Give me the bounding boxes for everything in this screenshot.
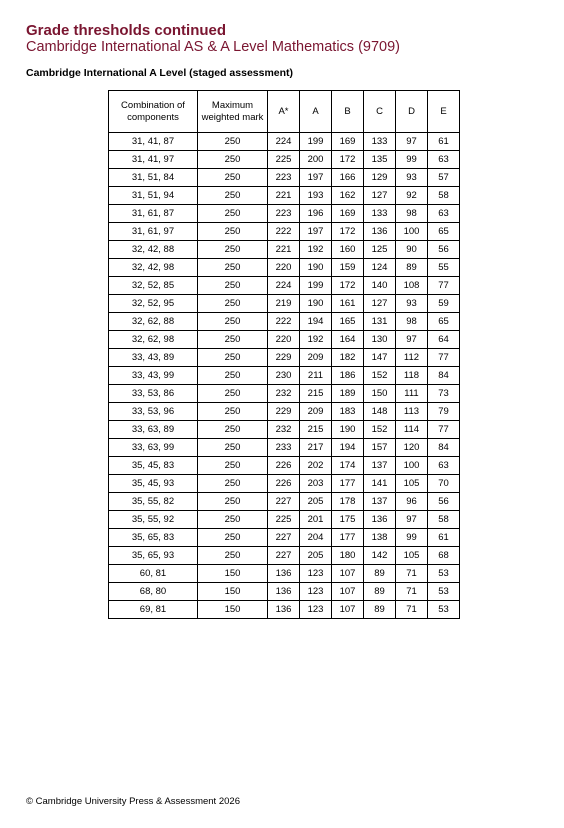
max-mark-cell: 250 xyxy=(198,349,268,367)
threshold-cell: 172 xyxy=(332,277,364,295)
threshold-cell: 161 xyxy=(332,295,364,313)
column-header: A* xyxy=(268,91,300,133)
table-row xyxy=(109,457,460,475)
section-title: Cambridge International A Level (staged assessment) xyxy=(26,67,294,79)
threshold-cell: 107 xyxy=(332,565,364,583)
component-combination-cell: 31, 51, 94 xyxy=(109,187,198,205)
threshold-cell: 162 xyxy=(332,187,364,205)
threshold-cell: 136 xyxy=(268,583,300,601)
threshold-cell: 199 xyxy=(300,277,332,295)
column-header: D xyxy=(396,91,428,133)
copyright-footer: © Cambridge University Press & Assessment 2026 xyxy=(26,796,240,807)
table-row xyxy=(109,295,460,313)
threshold-cell: 136 xyxy=(364,511,396,529)
threshold-cell: 226 xyxy=(268,457,300,475)
component-combination-cell: 31, 51, 84 xyxy=(109,169,198,187)
threshold-cell: 136 xyxy=(268,601,300,619)
threshold-cell: 225 xyxy=(268,511,300,529)
threshold-cell: 59 xyxy=(428,295,460,313)
threshold-cell: 58 xyxy=(428,511,460,529)
max-mark-cell: 150 xyxy=(198,601,268,619)
threshold-cell: 97 xyxy=(396,511,428,529)
threshold-cell: 133 xyxy=(364,133,396,151)
threshold-cell: 152 xyxy=(364,421,396,439)
threshold-cell: 58 xyxy=(428,187,460,205)
max-mark-cell: 250 xyxy=(198,259,268,277)
max-mark-cell: 250 xyxy=(198,385,268,403)
threshold-cell: 230 xyxy=(268,367,300,385)
component-combination-cell: 35, 45, 83 xyxy=(109,457,198,475)
threshold-cell: 53 xyxy=(428,601,460,619)
table-row xyxy=(109,187,460,205)
component-combination-cell: 32, 42, 88 xyxy=(109,241,198,259)
table-row xyxy=(109,511,460,529)
max-mark-cell: 250 xyxy=(198,367,268,385)
table-row xyxy=(109,151,460,169)
threshold-cell: 133 xyxy=(364,205,396,223)
threshold-cell: 194 xyxy=(300,313,332,331)
threshold-cell: 77 xyxy=(428,277,460,295)
threshold-cell: 226 xyxy=(268,475,300,493)
table-row xyxy=(109,493,460,511)
threshold-cell: 200 xyxy=(300,151,332,169)
threshold-cell: 166 xyxy=(332,169,364,187)
threshold-cell: 131 xyxy=(364,313,396,331)
threshold-cell: 186 xyxy=(332,367,364,385)
max-mark-cell: 150 xyxy=(198,565,268,583)
max-mark-cell: 250 xyxy=(198,457,268,475)
threshold-cell: 56 xyxy=(428,493,460,511)
threshold-cell: 190 xyxy=(332,421,364,439)
threshold-cell: 211 xyxy=(300,367,332,385)
threshold-cell: 105 xyxy=(396,475,428,493)
threshold-cell: 118 xyxy=(396,367,428,385)
max-mark-cell: 250 xyxy=(198,439,268,457)
threshold-cell: 70 xyxy=(428,475,460,493)
threshold-cell: 193 xyxy=(300,187,332,205)
threshold-cell: 137 xyxy=(364,457,396,475)
threshold-cell: 71 xyxy=(396,601,428,619)
component-combination-cell: 31, 61, 97 xyxy=(109,223,198,241)
table-row xyxy=(109,259,460,277)
page-title: Grade thresholds continued xyxy=(26,22,227,39)
threshold-cell: 190 xyxy=(300,295,332,313)
table-row xyxy=(109,601,460,619)
threshold-cell: 97 xyxy=(396,331,428,349)
max-mark-cell: 250 xyxy=(198,133,268,151)
table-row xyxy=(109,583,460,601)
component-combination-cell: 35, 45, 93 xyxy=(109,475,198,493)
max-mark-cell: 250 xyxy=(198,151,268,169)
threshold-cell: 221 xyxy=(268,187,300,205)
threshold-cell: 178 xyxy=(332,493,364,511)
threshold-cell: 105 xyxy=(396,547,428,565)
threshold-cell: 98 xyxy=(396,313,428,331)
table-row xyxy=(109,475,460,493)
threshold-cell: 233 xyxy=(268,439,300,457)
threshold-cell: 84 xyxy=(428,367,460,385)
threshold-cell: 197 xyxy=(300,169,332,187)
threshold-cell: 202 xyxy=(300,457,332,475)
threshold-cell: 71 xyxy=(396,565,428,583)
threshold-cell: 120 xyxy=(396,439,428,457)
table-row xyxy=(109,205,460,223)
table-row xyxy=(109,133,460,151)
threshold-cell: 227 xyxy=(268,493,300,511)
table-row xyxy=(109,421,460,439)
threshold-cell: 224 xyxy=(268,133,300,151)
threshold-cell: 215 xyxy=(300,421,332,439)
threshold-cell: 142 xyxy=(364,547,396,565)
max-mark-cell: 250 xyxy=(198,493,268,511)
max-mark-cell: 250 xyxy=(198,403,268,421)
max-mark-cell: 250 xyxy=(198,205,268,223)
max-mark-cell: 250 xyxy=(198,511,268,529)
threshold-cell: 223 xyxy=(268,169,300,187)
component-combination-cell: 32, 42, 98 xyxy=(109,259,198,277)
threshold-cell: 89 xyxy=(364,565,396,583)
threshold-cell: 203 xyxy=(300,475,332,493)
threshold-cell: 229 xyxy=(268,349,300,367)
threshold-cell: 97 xyxy=(396,133,428,151)
threshold-cell: 93 xyxy=(396,295,428,313)
threshold-cell: 189 xyxy=(332,385,364,403)
threshold-cell: 150 xyxy=(364,385,396,403)
threshold-cell: 221 xyxy=(268,241,300,259)
threshold-cell: 125 xyxy=(364,241,396,259)
column-header: A xyxy=(300,91,332,133)
threshold-cell: 169 xyxy=(332,133,364,151)
max-mark-cell: 250 xyxy=(198,169,268,187)
component-combination-cell: 33, 63, 89 xyxy=(109,421,198,439)
threshold-cell: 141 xyxy=(364,475,396,493)
threshold-cell: 65 xyxy=(428,223,460,241)
max-mark-cell: 250 xyxy=(198,529,268,547)
table-row xyxy=(109,223,460,241)
threshold-cell: 130 xyxy=(364,331,396,349)
threshold-cell: 114 xyxy=(396,421,428,439)
table-row xyxy=(109,331,460,349)
threshold-cell: 77 xyxy=(428,421,460,439)
component-combination-cell: 31, 61, 87 xyxy=(109,205,198,223)
component-combination-cell: 31, 41, 97 xyxy=(109,151,198,169)
threshold-cell: 100 xyxy=(396,223,428,241)
threshold-cell: 204 xyxy=(300,529,332,547)
table-row xyxy=(109,529,460,547)
table-row xyxy=(109,349,460,367)
threshold-cell: 90 xyxy=(396,241,428,259)
threshold-cell: 159 xyxy=(332,259,364,277)
threshold-cell: 222 xyxy=(268,223,300,241)
threshold-cell: 190 xyxy=(300,259,332,277)
max-mark-cell: 250 xyxy=(198,223,268,241)
component-combination-cell: 68, 80 xyxy=(109,583,198,601)
threshold-cell: 112 xyxy=(396,349,428,367)
threshold-cell: 174 xyxy=(332,457,364,475)
column-header: E xyxy=(428,91,460,133)
threshold-cell: 148 xyxy=(364,403,396,421)
component-combination-cell: 33, 53, 96 xyxy=(109,403,198,421)
threshold-cell: 227 xyxy=(268,529,300,547)
threshold-cell: 100 xyxy=(396,457,428,475)
threshold-cell: 92 xyxy=(396,187,428,205)
threshold-cell: 89 xyxy=(364,601,396,619)
component-combination-cell: 35, 55, 82 xyxy=(109,493,198,511)
threshold-cell: 177 xyxy=(332,529,364,547)
threshold-cell: 111 xyxy=(396,385,428,403)
threshold-cell: 63 xyxy=(428,205,460,223)
table-row xyxy=(109,547,460,565)
component-combination-cell: 35, 65, 83 xyxy=(109,529,198,547)
threshold-cell: 219 xyxy=(268,295,300,313)
threshold-cell: 229 xyxy=(268,403,300,421)
column-header: Combination of components xyxy=(109,91,198,133)
max-mark-cell: 250 xyxy=(198,295,268,313)
threshold-cell: 63 xyxy=(428,151,460,169)
table-row xyxy=(109,439,460,457)
max-mark-cell: 250 xyxy=(198,277,268,295)
threshold-cell: 113 xyxy=(396,403,428,421)
threshold-cell: 63 xyxy=(428,457,460,475)
component-combination-cell: 32, 62, 88 xyxy=(109,313,198,331)
component-combination-cell: 32, 52, 85 xyxy=(109,277,198,295)
table-row xyxy=(109,565,460,583)
threshold-cell: 77 xyxy=(428,349,460,367)
grade-thresholds-table xyxy=(108,90,460,619)
max-mark-cell: 150 xyxy=(198,583,268,601)
threshold-cell: 199 xyxy=(300,133,332,151)
threshold-cell: 192 xyxy=(300,331,332,349)
table-body xyxy=(109,133,460,619)
component-combination-cell: 31, 41, 87 xyxy=(109,133,198,151)
threshold-cell: 136 xyxy=(364,223,396,241)
table-row xyxy=(109,385,460,403)
threshold-cell: 205 xyxy=(300,493,332,511)
threshold-cell: 160 xyxy=(332,241,364,259)
threshold-cell: 232 xyxy=(268,421,300,439)
threshold-cell: 165 xyxy=(332,313,364,331)
threshold-cell: 79 xyxy=(428,403,460,421)
table-row xyxy=(109,169,460,187)
threshold-cell: 129 xyxy=(364,169,396,187)
threshold-cell: 217 xyxy=(300,439,332,457)
column-header: B xyxy=(332,91,364,133)
threshold-cell: 177 xyxy=(332,475,364,493)
threshold-cell: 123 xyxy=(300,565,332,583)
component-combination-cell: 35, 65, 93 xyxy=(109,547,198,565)
threshold-cell: 227 xyxy=(268,547,300,565)
threshold-cell: 64 xyxy=(428,331,460,349)
threshold-cell: 215 xyxy=(300,385,332,403)
threshold-cell: 57 xyxy=(428,169,460,187)
threshold-cell: 98 xyxy=(396,205,428,223)
threshold-cell: 61 xyxy=(428,133,460,151)
threshold-cell: 197 xyxy=(300,223,332,241)
table-row xyxy=(109,241,460,259)
component-combination-cell: 33, 43, 99 xyxy=(109,367,198,385)
threshold-cell: 205 xyxy=(300,547,332,565)
threshold-cell: 152 xyxy=(364,367,396,385)
threshold-cell: 224 xyxy=(268,277,300,295)
threshold-cell: 65 xyxy=(428,313,460,331)
threshold-cell: 180 xyxy=(332,547,364,565)
threshold-cell: 53 xyxy=(428,565,460,583)
max-mark-cell: 250 xyxy=(198,475,268,493)
threshold-cell: 108 xyxy=(396,277,428,295)
threshold-cell: 147 xyxy=(364,349,396,367)
threshold-cell: 96 xyxy=(396,493,428,511)
max-mark-cell: 250 xyxy=(198,547,268,565)
threshold-cell: 194 xyxy=(332,439,364,457)
threshold-cell: 223 xyxy=(268,205,300,223)
threshold-cell: 107 xyxy=(332,601,364,619)
threshold-cell: 172 xyxy=(332,223,364,241)
component-combination-cell: 69, 81 xyxy=(109,601,198,619)
max-mark-cell: 250 xyxy=(198,241,268,259)
threshold-cell: 201 xyxy=(300,511,332,529)
threshold-cell: 73 xyxy=(428,385,460,403)
threshold-cell: 71 xyxy=(396,583,428,601)
table-header-row xyxy=(109,91,460,133)
max-mark-cell: 250 xyxy=(198,187,268,205)
threshold-cell: 89 xyxy=(364,583,396,601)
threshold-cell: 232 xyxy=(268,385,300,403)
table-row xyxy=(109,367,460,385)
threshold-cell: 61 xyxy=(428,529,460,547)
component-combination-cell: 32, 52, 95 xyxy=(109,295,198,313)
column-header: Maximum weighted mark xyxy=(198,91,268,133)
threshold-cell: 209 xyxy=(300,349,332,367)
threshold-cell: 138 xyxy=(364,529,396,547)
page-subtitle: Cambridge International AS & A Level Mathematics (9709) xyxy=(26,39,400,55)
threshold-cell: 169 xyxy=(332,205,364,223)
threshold-cell: 220 xyxy=(268,331,300,349)
threshold-cell: 192 xyxy=(300,241,332,259)
table-row xyxy=(109,277,460,295)
threshold-cell: 99 xyxy=(396,151,428,169)
threshold-cell: 157 xyxy=(364,439,396,457)
threshold-cell: 53 xyxy=(428,583,460,601)
threshold-cell: 183 xyxy=(332,403,364,421)
threshold-cell: 127 xyxy=(364,187,396,205)
threshold-cell: 68 xyxy=(428,547,460,565)
threshold-cell: 99 xyxy=(396,529,428,547)
threshold-cell: 175 xyxy=(332,511,364,529)
table-row xyxy=(109,403,460,421)
threshold-cell: 93 xyxy=(396,169,428,187)
component-combination-cell: 60, 81 xyxy=(109,565,198,583)
component-combination-cell: 33, 43, 89 xyxy=(109,349,198,367)
threshold-cell: 140 xyxy=(364,277,396,295)
max-mark-cell: 250 xyxy=(198,313,268,331)
threshold-cell: 56 xyxy=(428,241,460,259)
threshold-cell: 196 xyxy=(300,205,332,223)
threshold-cell: 220 xyxy=(268,259,300,277)
threshold-cell: 84 xyxy=(428,439,460,457)
threshold-cell: 137 xyxy=(364,493,396,511)
threshold-cell: 172 xyxy=(332,151,364,169)
threshold-cell: 136 xyxy=(268,565,300,583)
threshold-cell: 182 xyxy=(332,349,364,367)
threshold-cell: 225 xyxy=(268,151,300,169)
component-combination-cell: 35, 55, 92 xyxy=(109,511,198,529)
threshold-cell: 124 xyxy=(364,259,396,277)
threshold-cell: 89 xyxy=(396,259,428,277)
threshold-cell: 222 xyxy=(268,313,300,331)
threshold-cell: 209 xyxy=(300,403,332,421)
threshold-cell: 123 xyxy=(300,601,332,619)
component-combination-cell: 32, 62, 98 xyxy=(109,331,198,349)
threshold-cell: 164 xyxy=(332,331,364,349)
component-combination-cell: 33, 53, 86 xyxy=(109,385,198,403)
threshold-cell: 135 xyxy=(364,151,396,169)
max-mark-cell: 250 xyxy=(198,331,268,349)
threshold-cell: 55 xyxy=(428,259,460,277)
threshold-cell: 127 xyxy=(364,295,396,313)
component-combination-cell: 33, 63, 99 xyxy=(109,439,198,457)
threshold-cell: 107 xyxy=(332,583,364,601)
threshold-cell: 123 xyxy=(300,583,332,601)
max-mark-cell: 250 xyxy=(198,421,268,439)
column-header: C xyxy=(364,91,396,133)
table-row xyxy=(109,313,460,331)
